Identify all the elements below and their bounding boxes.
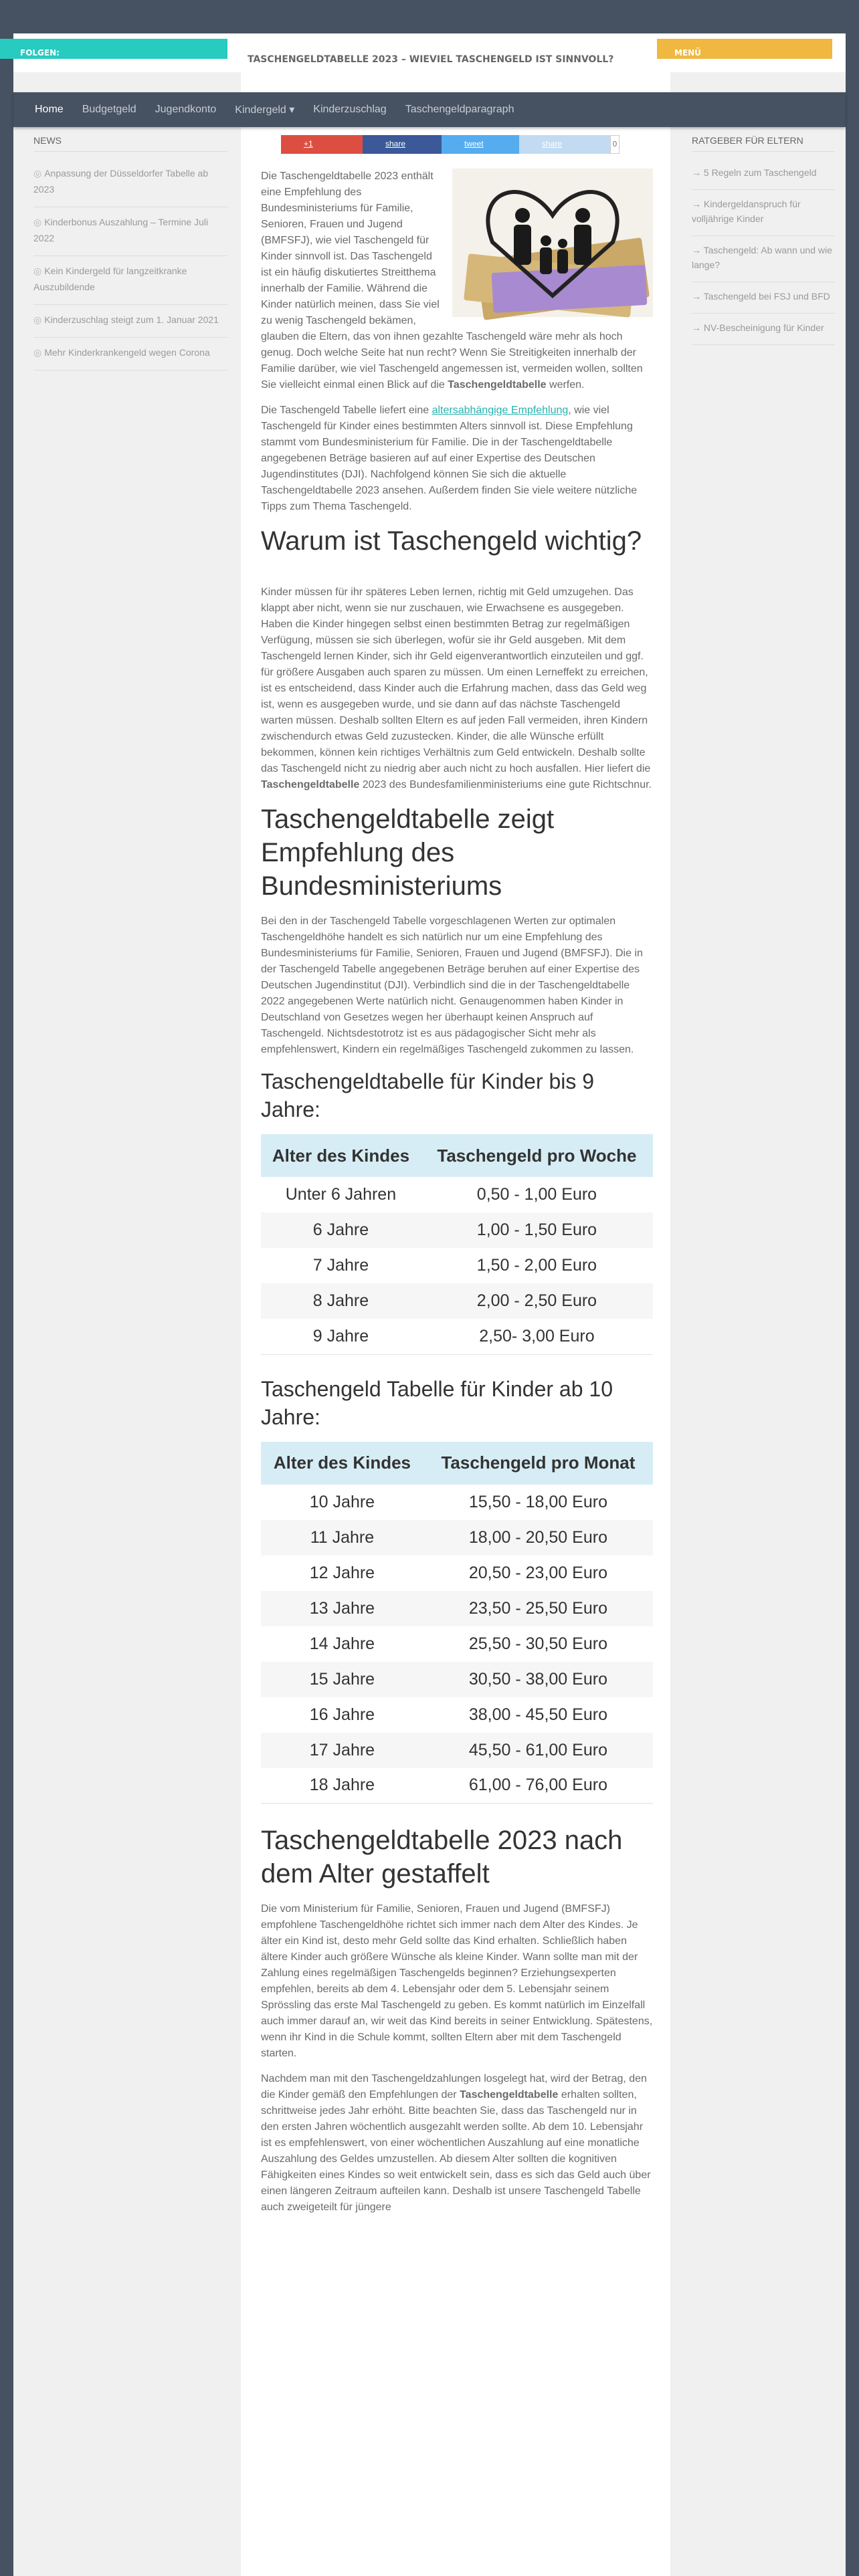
table-row: 11 Jahre 18,00 - 20,50 Euro xyxy=(261,1520,653,1555)
table-row: 12 Jahre 20,50 - 23,00 Euro xyxy=(309,1563,607,1582)
table-bis-9 xyxy=(261,1134,653,1355)
bullet-icon: ◎ xyxy=(33,265,42,276)
guide-item[interactable] xyxy=(692,282,835,314)
column-header: Alter des Kindes xyxy=(261,1134,421,1177)
top-header-band xyxy=(0,0,859,33)
bullet-icon: ◎ xyxy=(33,217,42,227)
table-ab-10 xyxy=(261,1442,653,1804)
facebook-share-button[interactable]: share xyxy=(363,135,442,154)
main-navbar xyxy=(13,92,846,127)
right-column-bg xyxy=(670,72,846,2576)
nav-taschengeldparagraph[interactable]: Taschengeldparagraph xyxy=(405,104,514,115)
menu-tab[interactable]: MENÜ xyxy=(657,39,832,59)
guide-item[interactable] xyxy=(692,158,835,190)
heading-empfehlung: Taschengeldtabelle zeigt Empfehlung des Bundesministeriums xyxy=(261,804,555,901)
column-header: Alter des Kindes xyxy=(261,1442,423,1485)
age-recommendation-link[interactable]: altersabhängige Empfehlung xyxy=(432,405,569,416)
guide-item-label[interactable]: NV-Bescheinigung für Kinder xyxy=(703,322,824,333)
arrow-icon: → xyxy=(692,245,704,255)
nav-kinderzuschlag[interactable]: Kinderzuschlag xyxy=(313,104,387,115)
guide-item[interactable] xyxy=(692,314,835,345)
table-row: 18 Jahre 61,00 - 76,00 Euro xyxy=(309,1776,607,1795)
nav-jugendkonto[interactable]: Jugendkonto xyxy=(155,104,217,115)
table-row: 9 Jahre 2,50- 3,00 Euro xyxy=(312,1326,595,1346)
news-item[interactable] xyxy=(33,207,227,256)
empfehlung-paragraph: Bei den in der Taschengeld Tabelle vorgeschlagenen Werten zur optimalen Taschengeldhöhe handelt es sich natürlich nur um eine Empfehlung des Bundesministeriums für Familie, Senioren, Frauen und Jugend (BMFSFJ). Die in der Taschengeld Tabelle angegebenen Beträge beruhen auf einer Expertise des Deutschen Jugendinstitut (DJI). Verbindlich sind die in der Taschengeldtabelle 2022 angegebenen Werte natürlich nicht. Genaugenommen haben Kinder in Deutschland von Gesetzes wegen her überhaupt keinen Anspruch auf Taschengeld. Nichtsdestotrotz ist es aus pädagogischer Sicht mehr als empfehlenswert, Kindern ein regelmäßiges Taschengeld zukommen zu lassen. xyxy=(261,916,643,1055)
column-header: Taschengeld pro Woche xyxy=(421,1134,653,1177)
left-sidebar-title: NEWS xyxy=(33,135,227,152)
guide-item-label[interactable]: 5 Regeln zum Taschengeld xyxy=(703,167,817,178)
bullet-icon: ◎ xyxy=(33,347,42,358)
news-item[interactable] xyxy=(33,158,227,207)
page-title-peek xyxy=(248,52,622,59)
guide-item-label[interactable]: Taschengeld: Ab wann und wie lange? xyxy=(692,245,832,270)
table-row: 6 Jahre 1,00 - 1,50 Euro xyxy=(261,1212,653,1248)
intro-paragraph-1: Die Taschengeldtabelle 2023 enthält eine Empfehlung des Bundesministeriums für Familie, Senioren, Frauen und Jugend (BMFSFJ), wie viel Taschengeld für Kinder sinnvoll ist. Das Taschengeld ist ein häufig diskutiertes Streitthema innerhalb der Familie. Während die Kinder natürlich meinen, dass Sie viel zu wenig Taschengeld bekämen, glauben die Eltern, das von ihnen gezahlte Taschengeld wäre mehr als hoch genug. Doch welche Seite hat nun recht? Wenn Sie Streitigkeiten innerhalb der Familie darüber, wie viel Taschengeld angemessen ist, vermeiden wollen, sollten Sie vielleicht einmal einen Blick auf die Taschengeldtabelle werfen. xyxy=(261,171,643,391)
arrow-icon: → xyxy=(692,167,704,178)
table-row: 16 Jahre 38,00 - 45,50 Euro xyxy=(309,1705,607,1724)
guide-item[interactable] xyxy=(692,236,835,282)
table-row: 17 Jahre 45,50 - 61,00 Euro xyxy=(261,1733,653,1768)
table-row: 10 Jahre 15,50 - 18,00 Euro xyxy=(309,1492,607,1511)
follow-tab[interactable]: FOLGEN: xyxy=(0,39,227,59)
twitter-share-button[interactable]: tweet xyxy=(442,135,519,154)
table-row: 13 Jahre 23,50 - 25,50 Euro xyxy=(261,1591,653,1626)
news-item[interactable] xyxy=(33,305,227,338)
news-item-label[interactable]: Kinderbonus Auszahlung – Termine Juli 2022 xyxy=(33,217,209,243)
arrow-icon: → xyxy=(692,322,704,333)
guide-item-label[interactable]: Taschengeld bei FSJ und BFD xyxy=(703,291,830,302)
article-content xyxy=(261,169,653,2225)
heading-ab-10: Taschengeld Tabelle für Kinder ab 10 Jahre: xyxy=(261,1376,613,1429)
news-item-label[interactable]: Kinderzuschlag steigt zum 1. Januar 2021 xyxy=(44,314,219,325)
table-row: 14 Jahre 25,50 - 30,50 Euro xyxy=(309,1634,607,1653)
linkedin-share-button[interactable]: share xyxy=(519,135,610,154)
nav-home[interactable]: Home xyxy=(35,104,64,115)
heading-bis-9: Taschengeldtabelle für Kinder bis 9 Jahre: xyxy=(261,1069,595,1121)
guide-item[interactable] xyxy=(692,190,835,236)
left-sidebar-news xyxy=(33,135,227,370)
right-sidebar-guide xyxy=(692,135,835,345)
right-sidebar-title: RATGEBER FÜR ELTERN xyxy=(692,135,835,152)
news-item[interactable] xyxy=(33,338,227,370)
family-money-illustration xyxy=(452,169,653,317)
intro-paragraph-2: Die Taschengeld Tabelle liefert eine altersabhängige Empfehlung, wie viel Taschengeld für Kinder eines bestimmten Alters sinnvoll ist. Diese Empfehlung stammt vom Bundesministerium für Familie. Die in der Taschengeldtabelle angegebenen Beträge basieren auf auf einer Expertise des Deutschen Jugendinstitutes (DJI). Nachfolgend können Sie sich die aktuelle Taschengeldtabelle 2023 ansehen. Außerdem finden Sie viele weitere nützliche Tipps zum Thema Taschengeld. xyxy=(261,405,638,512)
column-header: Taschengeld pro Monat xyxy=(423,1442,653,1485)
warum-paragraph: Kinder müssen für ihr späteres Leben lernen, richtig mit Geld umzugehen. Das klappt aber nicht, wenn sie nur zuschauen, wie Erwachsene es ausgegeben. Haben die Kinder hingegen selbst einen bestimmten Betrag zur regelmäßigen Verfügung, müssen sie sich überlegen, wofür sie ihr Geld ausgeben. Mit dem Taschengeld lernen Kinder, sich ihr Geld eigenverantwortlich einzuteilen und ggf. für größere Ausgaben auch sparen zu müssen. Um einen Lerneffekt zu erreichen, ist es entscheidend, dass Kinder auch die Erfahrung machen, dass das Geld weg ist, wenn es ausgegeben wurde, und sie dann auf das nächste Taschengeld warten müssen. Deshalb sollten Eltern es auf jeden Fall vermeiden, ihren Kindern zwischendurch etwas Geld zuzustecken. Kinder, die alle Wünsche erfüllt bekommen, können kein richtiges Verhältnis zum Geld entwickeln. Deshalb sollte das Taschengeld nicht zu niedrig aber auch nicht zu hoch ausfallen. Hier liefert die Taschengeldtabelle 2023 des Bundesfamilienministeriums eine gute Richtschnur. xyxy=(261,586,652,790)
arrow-icon: → xyxy=(692,291,704,302)
left-column-bg xyxy=(13,72,241,2576)
table-row: Unter 6 Jahren 0,50 - 1,00 Euro xyxy=(285,1185,597,1204)
news-item-label[interactable]: Anpassung der Düsseldorfer Tabelle ab 2023 xyxy=(33,168,209,195)
news-item-label[interactable]: Kein Kindergeld für langzeitkranke Auszubildende xyxy=(33,265,187,292)
heading-warum: Warum ist Taschengeld wichtig? xyxy=(261,526,642,556)
family-money-image xyxy=(452,169,653,317)
bullet-icon: ◎ xyxy=(33,168,42,179)
guide-item-label[interactable]: Kindergeldanspruch für volljährige Kinder xyxy=(692,199,801,224)
alter-paragraph-1: Die vom Ministerium für Familie, Senioren, Frauen und Jugend (BMFSFJ) empfohlene Taschengeldhöhe richtet sich immer nach dem Alter des Kindes. Je älter ein Kind ist, desto mehr Geld sollte das Kind erhalten. Schließlich haben ältere Kinder auch größere Wünsche als kleine Kinder. Wann sollte man mit der Zahlung eines regelmäßigen Taschengelds beginnen? Erziehungsexperten empfehlen, bereits ab dem 4. Lebensjahr oder dem 5. Lebensjahr seinem Sprössling das erste Mal Taschengeld zu geben. Es kommt natürlich im Einzelfall auch immer darauf an, wir weit das Kind bereits in seiner Entwicklung. Spätestens, wenn ihr Kind in die Schule kommt, sollten Eltern aber mit dem Taschengeld starten. xyxy=(261,1903,653,2059)
bullet-icon: ◎ xyxy=(33,314,42,325)
news-item[interactable] xyxy=(33,256,227,305)
table-row: 15 Jahre 30,50 - 38,00 Euro xyxy=(261,1662,653,1697)
gplus-share-button[interactable]: +1 xyxy=(281,135,363,154)
heading-alter: Taschengeldtabelle 2023 nach dem Alter gestaffelt xyxy=(261,1826,623,1889)
table-row: 8 Jahre 2,00 - 2,50 Euro xyxy=(261,1283,653,1319)
table-row: 7 Jahre 1,50 - 2,00 Euro xyxy=(312,1256,597,1275)
arrow-icon: → xyxy=(692,199,704,209)
news-item-label[interactable]: Mehr Kinderkrankengeld wegen Corona xyxy=(44,347,210,358)
nav-budgetgeld[interactable]: Budgetgeld xyxy=(82,104,136,115)
alter-paragraph-2: Nachdem man mit den Taschengeldzahlungen losgelegt hat, wird der Betrag, den die Kinder gemäß den Empfehlungen der Taschengeldtabelle erhalten sollten, schrittweise jedes Jahr erhöht. Bitte beachten Sie, dass das Taschengeld nur in den ersten Jahren wöchentlich ausgezahlt werden sollte. Ab dem 10. Lebensjahr ist es empfehlenswert, von einer wöchentlichen Auszahlung auf eine monatliche Auszahlung des Geldes umzustellen. Ab diesem Alter sollten die kognitiven Fähigkeiten eines Kindes so weit entwickelt sein, dass es sich das Geld auch über einen längeren Zeitraum aufteilen kann. Deshalb ist unsere Taschengeld Tabelle auch zweigeteilt für jüngere xyxy=(261,2073,651,2213)
share-bar xyxy=(281,135,619,154)
share-count: 0 xyxy=(610,135,619,154)
nav-kindergeld[interactable]: Kindergeld ▾ xyxy=(235,104,295,116)
